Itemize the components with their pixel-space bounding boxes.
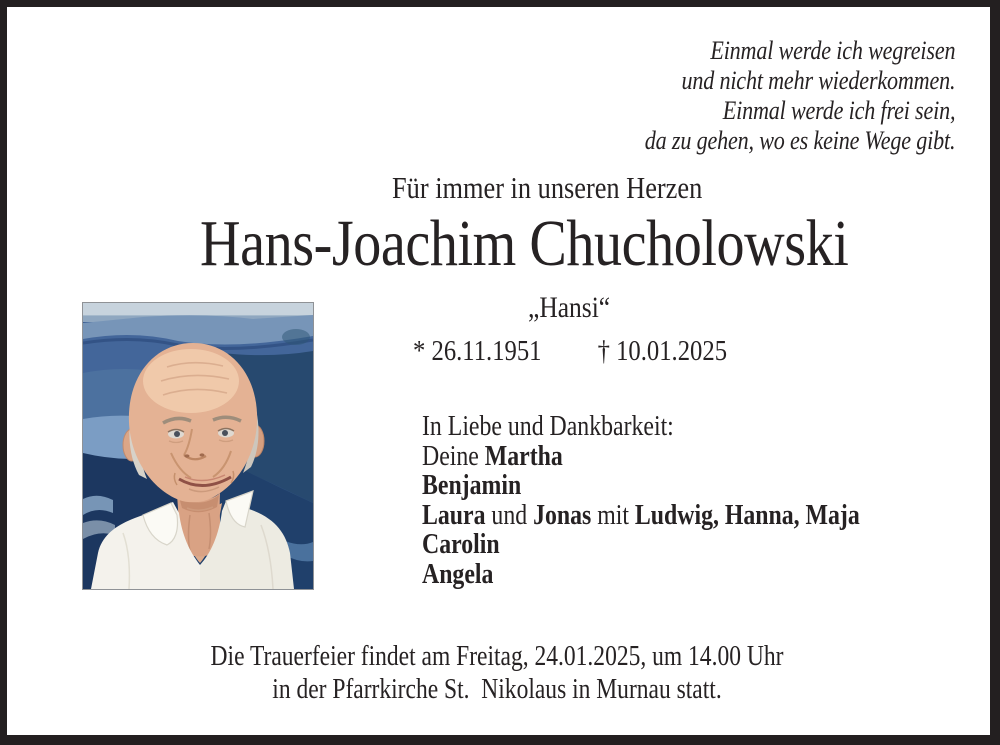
nickname: „Hansi“: [528, 291, 611, 324]
portrait-photo: [82, 302, 314, 590]
family-text: mit: [591, 499, 635, 531]
deceased-name: Hans-Joachim Chucholowski: [200, 207, 849, 280]
family-member-name: Laura: [422, 499, 486, 531]
family-block: [422, 412, 860, 589]
funeral-line-1: Die Trauerfeier findet am Freitag, 24.01.2025, um 14.00 Uhr: [210, 641, 784, 672]
memorial-poem: [644, 36, 955, 156]
family-line: [422, 471, 860, 501]
family-line: [422, 442, 860, 472]
death-date: † 10.01.2025: [597, 335, 728, 367]
birth-date: * 26.11.1951: [413, 335, 542, 367]
funeral-info: [7, 640, 987, 706]
life-dates: [413, 336, 727, 368]
family-line: [422, 530, 860, 560]
poem-line: und nicht mehr wiederkommen.: [681, 66, 955, 95]
family-member-name: Benjamin: [422, 470, 522, 501]
family-names: [422, 442, 860, 590]
family-line: [422, 560, 860, 590]
portrait-photo-graphic: [83, 303, 313, 589]
poem-line: Einmal werde ich wegreisen: [710, 36, 955, 65]
funeral-line-2: in der Pfarrkirche St. Nikolaus in Murnau statt.: [272, 674, 722, 705]
tribute-line: Für immer in unseren Herzen: [392, 170, 703, 205]
family-text: und: [485, 499, 534, 531]
family-member-name: Angela: [422, 558, 494, 590]
family-text: Deine: [422, 440, 485, 472]
family-intro: In Liebe und Dankbarkeit:: [422, 411, 674, 442]
family-member-name: Martha: [484, 440, 563, 472]
poem-line: Einmal werde ich frei sein,: [722, 96, 955, 125]
family-member-name: Ludwig, Hanna, Maja: [634, 499, 860, 531]
family-line: [422, 501, 860, 531]
family-member-name: Carolin: [422, 529, 500, 560]
poem-line: da zu gehen, wo es keine Wege gibt.: [644, 126, 955, 155]
family-member-name: Jonas: [533, 499, 592, 531]
